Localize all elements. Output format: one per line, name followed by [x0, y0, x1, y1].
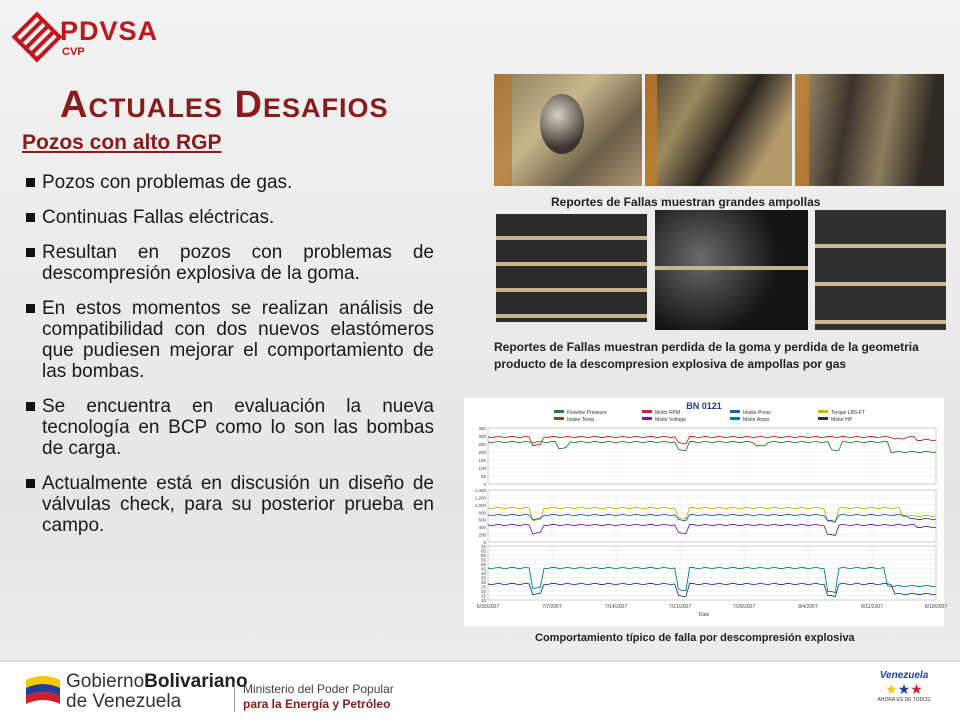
- legend-label: Torque LBS-FT: [831, 410, 865, 416]
- y-tick-label: 0: [483, 482, 486, 487]
- star-icon: ★: [885, 681, 898, 697]
- y-tick-label: 40: [480, 571, 486, 576]
- y-tick-label: 1,000: [474, 502, 486, 508]
- caption-photos-mid: Reportes de Fallas muestran perdida de la goma y perdida de la geometria producto de la descompresion explosiva de ampollas por gas: [494, 340, 919, 371]
- bullet-square-icon: [26, 213, 35, 222]
- bullet-list: [22, 172, 434, 550]
- y-tick-label: 25: [480, 584, 486, 590]
- y-tick-label: 55: [480, 557, 486, 563]
- failure-photo-3: [795, 74, 944, 186]
- failure-chart: [464, 398, 948, 626]
- logo-wordmark: PDVSA: [60, 16, 159, 46]
- list-item: Pozos con problemas de gas.: [22, 172, 434, 193]
- x-tick-label: 7/7/2007: [542, 604, 562, 610]
- x-tick-label: 7/14/2007: [604, 604, 628, 610]
- x-axis-label: Date: [698, 612, 710, 618]
- failure-photo-6: [815, 210, 946, 330]
- caption-chart: Comportamiento típico de falla por descompresión explosiva: [535, 632, 855, 644]
- y-tick-label: 300: [478, 434, 486, 439]
- list-item: Resultan en pozos con problemas de descompresión explosiva de la goma.: [22, 242, 434, 284]
- bullet-square-icon: [26, 402, 35, 411]
- legend-label: Flowline Pressure: [567, 410, 607, 416]
- y-tick-label: 150: [478, 458, 486, 463]
- x-tick-label: 6/30/2007: [476, 604, 500, 610]
- y-tick-label: 10: [480, 598, 486, 603]
- legend-label: Motor HP: [831, 417, 853, 423]
- legend-label: Intake Press: [743, 410, 771, 416]
- y-tick-label: 15: [480, 593, 486, 599]
- y-tick-label: 30: [480, 580, 486, 585]
- legend-swatch: [730, 417, 740, 420]
- list-item: En estos momentos se realizan análisis de compatibilidad con dos nuevos elastómeros que pudiesen mejorar el comportamiento de las bombas.: [22, 298, 434, 382]
- caption-photos-top: Reportes de Fallas muestran grandes ampollas: [551, 195, 821, 209]
- y-tick-label: 100: [478, 466, 486, 471]
- legend-label: Motor RPM: [655, 410, 681, 416]
- legend-label: Motor Amps: [743, 417, 770, 423]
- list-item: Continuas Fallas eléctricas.: [22, 207, 434, 228]
- bullet-square-icon: [26, 304, 35, 313]
- failure-photo-2: [645, 74, 792, 186]
- legend-swatch: [554, 417, 564, 420]
- chart-svg: [464, 398, 948, 626]
- legend-swatch: [642, 417, 652, 420]
- failure-photo-4: [496, 214, 647, 322]
- y-tick-label: 65: [480, 548, 486, 554]
- legend-swatch: [818, 410, 828, 413]
- pdvsa-logo: [14, 10, 174, 66]
- y-tick-label: 60: [480, 553, 486, 558]
- star-icon: ★: [897, 681, 911, 697]
- legend-swatch: [642, 410, 652, 413]
- bullet-square-icon: [26, 479, 35, 488]
- venezuela-flag-icon: [24, 670, 62, 710]
- gov-label: GobiernoBolivariano de Venezuela: [66, 671, 248, 712]
- list-item: Actualmente está en discusión un diseño de válvulas check, para su posterior prueba en campo.: [22, 473, 434, 536]
- y-tick-label: 35: [480, 575, 486, 581]
- section-subtitle: Pozos con alto RGP: [22, 131, 222, 154]
- legend-label: Motor Voltage: [655, 417, 686, 423]
- legend-swatch: [730, 410, 740, 413]
- failure-photo-1: [494, 74, 642, 186]
- legend-label: Intake Temp: [567, 417, 595, 423]
- chart-title: BN 0121: [686, 401, 722, 411]
- failure-photo-5: [655, 210, 808, 330]
- y-tick-label: 200: [478, 450, 486, 455]
- bullet-square-icon: [26, 178, 35, 187]
- legend-swatch: [554, 410, 564, 413]
- x-tick-label: 8/11/2007: [861, 604, 883, 610]
- legend-swatch: [818, 417, 828, 420]
- bullet-square-icon: [26, 248, 35, 257]
- y-tick-label: 1,400: [474, 488, 486, 493]
- y-tick-label: 1,200: [474, 495, 486, 501]
- y-tick-label: 50: [480, 474, 486, 479]
- x-tick-label: 8/18/2007: [924, 604, 948, 610]
- y-tick-label: 350: [478, 426, 486, 431]
- y-tick-label: 200: [478, 532, 486, 538]
- ministry-label: Ministerio del Poder Popular para la Energía y Petróleo: [234, 682, 394, 712]
- y-tick-label: 600: [478, 517, 486, 523]
- venezuela-badge: Venezuela ★★★ AHORA ES DE TODOS: [877, 670, 931, 703]
- x-tick-label: 8/4/2007: [798, 604, 818, 610]
- y-tick-label: 0: [483, 540, 486, 545]
- y-tick-label: 70: [480, 544, 486, 549]
- y-tick-label: 50: [480, 562, 486, 567]
- y-tick-label: 45: [480, 566, 486, 572]
- y-tick-label: 400: [478, 525, 486, 531]
- star-icon: ★: [910, 681, 923, 697]
- pdvsa-emblem-icon: [14, 14, 60, 60]
- y-tick-label: 20: [480, 589, 486, 594]
- logo-subtitle: CVP: [62, 46, 85, 58]
- list-item: Se encuentra en evaluación la nueva tecnología en BCP como lo son las bombas de carga.: [22, 396, 434, 459]
- y-tick-label: 800: [478, 510, 486, 516]
- y-tick-label: 250: [478, 442, 486, 447]
- x-tick-label: 7/21/2007: [668, 604, 692, 610]
- page-title: Actuales Desafios: [60, 84, 389, 126]
- x-tick-label: 7/28/2007: [732, 604, 756, 610]
